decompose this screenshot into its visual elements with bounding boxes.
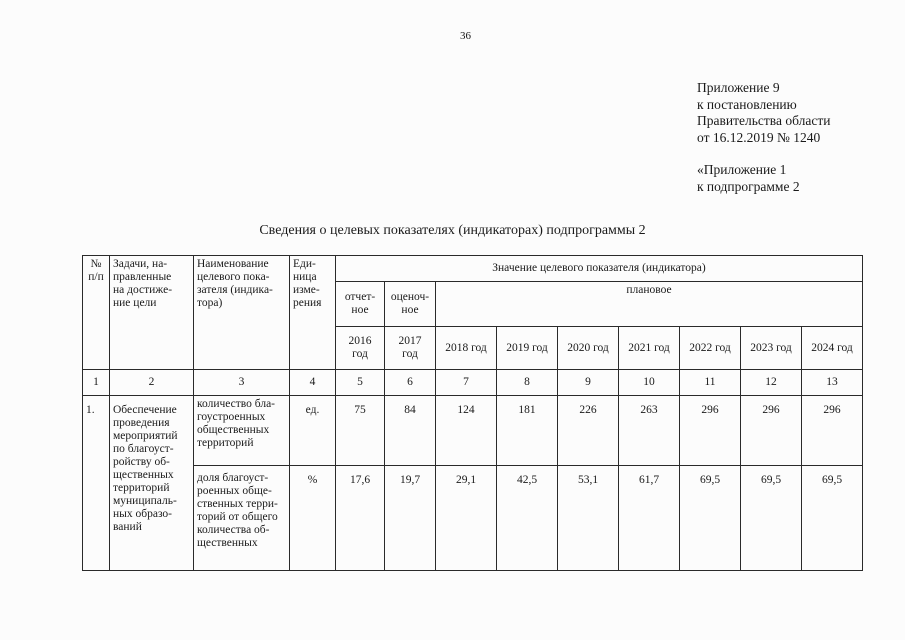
column-number: 11 xyxy=(680,370,741,396)
value-cell: 69,5 xyxy=(680,466,741,571)
column-number: 10 xyxy=(619,370,680,396)
appendix-line: Приложение 9 xyxy=(697,80,780,95)
unit-cell: % xyxy=(290,466,336,571)
value-cell: 263 xyxy=(619,396,680,466)
header-estimated: оценоч- ное xyxy=(385,282,436,327)
header-value-group: Значение целевого показателя (индикатора) xyxy=(336,256,863,282)
value-cell: 296 xyxy=(741,396,802,466)
table-row xyxy=(83,466,863,571)
value-cell: 69,5 xyxy=(741,466,802,571)
column-number: 8 xyxy=(497,370,558,396)
header-reported: отчет- ное xyxy=(336,282,385,327)
header-year: 2017 год xyxy=(385,327,436,370)
column-number: 4 xyxy=(290,370,336,396)
column-number: 2 xyxy=(110,370,194,396)
column-number: 5 xyxy=(336,370,385,396)
column-number: 9 xyxy=(558,370,619,396)
value-cell: 17,6 xyxy=(336,466,385,571)
indicators-table xyxy=(82,255,863,571)
document-title: Сведения о целевых показателях (индикаторах) подпрограммы 2 xyxy=(259,223,646,238)
header-year: 2020 год xyxy=(558,327,619,370)
column-number: 1 xyxy=(83,370,110,396)
table-row xyxy=(83,396,863,466)
header-year: 2023 год xyxy=(741,327,802,370)
column-numbers-row xyxy=(83,370,863,396)
page-number: 36 xyxy=(460,30,471,42)
unit-cell: ед. xyxy=(290,396,336,466)
value-cell: 226 xyxy=(558,396,619,466)
header-year: 2016 год xyxy=(336,327,385,370)
indicator-cell: количество бла- гоустроенных общественных территорий xyxy=(194,396,290,466)
appendix-line: к подпрограмме 2 xyxy=(697,178,800,194)
value-cell: 69,5 xyxy=(802,466,863,571)
header-unit: Еди- ница изме- рения xyxy=(290,256,336,370)
value-cell: 296 xyxy=(802,396,863,466)
column-number: 12 xyxy=(741,370,802,396)
column-number: 3 xyxy=(194,370,290,396)
header-year: 2021 год xyxy=(619,327,680,370)
appendix-line: от 16.12.2019 № 1240 xyxy=(697,129,821,145)
value-cell: 181 xyxy=(497,396,558,466)
header-year: 2022 год xyxy=(680,327,741,370)
header-year: 2019 год xyxy=(497,327,558,370)
header-indicator: Наименование целевого пока- зателя (индика- тора) xyxy=(194,256,290,370)
column-number: 13 xyxy=(802,370,863,396)
appendix-note xyxy=(697,80,830,195)
header-row xyxy=(83,256,863,282)
value-cell: 42,5 xyxy=(497,466,558,571)
header-tasks: Задачи, на- правленные на достиже- ние цели xyxy=(110,256,194,370)
value-cell: 19,7 xyxy=(385,466,436,571)
value-cell: 84 xyxy=(385,396,436,466)
value-cell: 296 xyxy=(680,396,741,466)
value-cell: 53,1 xyxy=(558,466,619,571)
header-planned: плановое xyxy=(436,282,863,327)
column-number: 7 xyxy=(436,370,497,396)
header-year: 2018 год xyxy=(436,327,497,370)
row-number: 1. xyxy=(83,396,110,571)
value-cell: 124 xyxy=(436,396,497,466)
value-cell: 29,1 xyxy=(436,466,497,571)
task-cell: Обеспечение проведения мероприятий по благоуст- ройству об- щественных территорий муниципаль- ных образо- ваний xyxy=(110,396,194,571)
appendix-line: Правительства области xyxy=(697,113,831,128)
header-year: 2024 год xyxy=(802,327,863,370)
appendix-line: к постановлению xyxy=(697,96,797,112)
header-num: № п/п xyxy=(83,256,110,370)
column-number: 6 xyxy=(385,370,436,396)
indicator-cell: доля благоуст- роенных обще- ственных терри- торий от общего количества об- щественных xyxy=(194,466,290,571)
appendix-line: «Приложение 1 xyxy=(697,162,787,177)
value-cell: 61,7 xyxy=(619,466,680,571)
value-cell: 75 xyxy=(336,396,385,466)
